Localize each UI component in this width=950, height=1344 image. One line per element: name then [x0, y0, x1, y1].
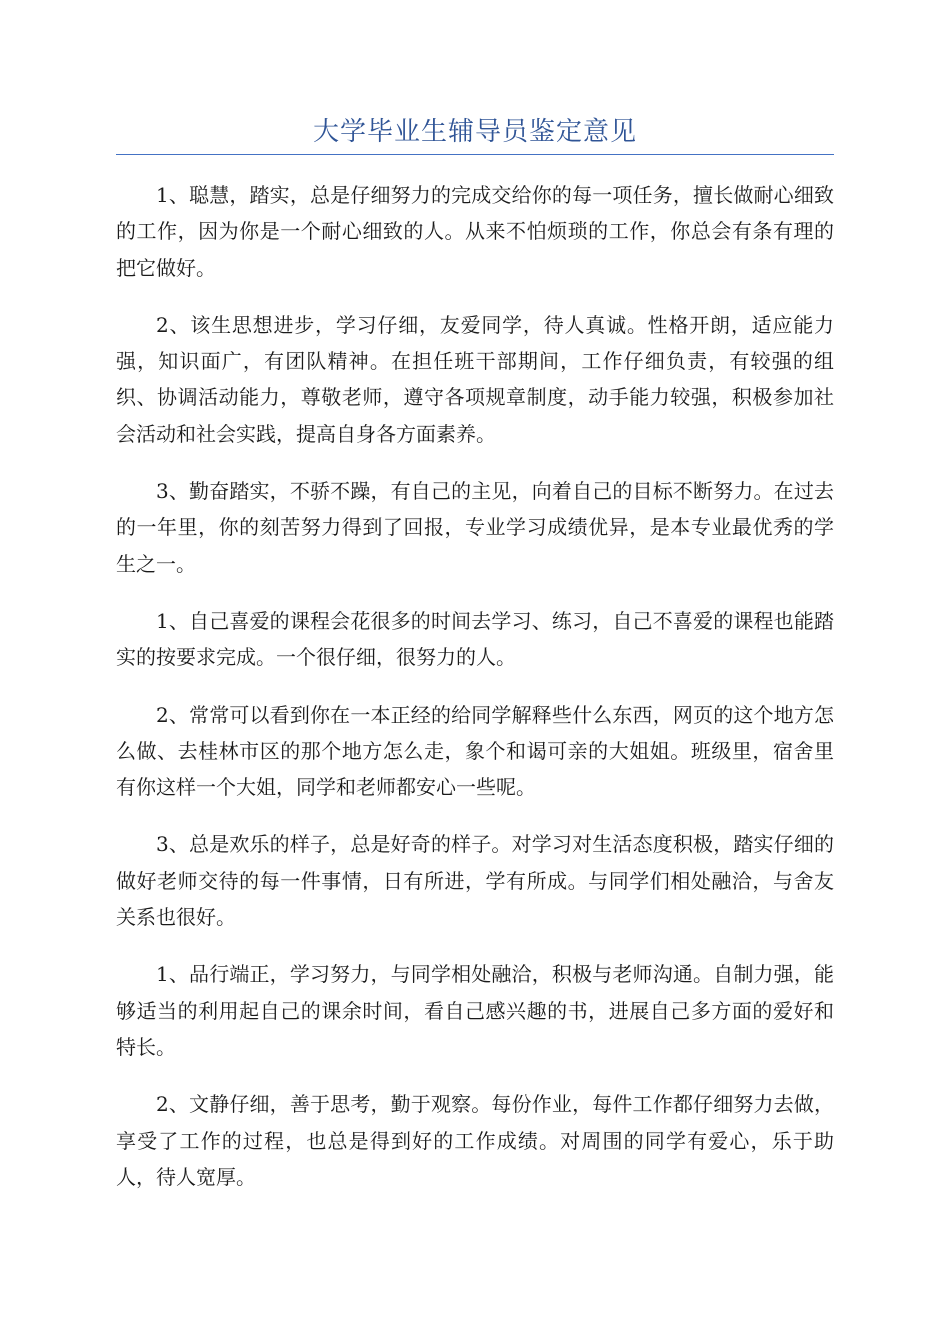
paragraph: 2、文静仔细，善于思考，勤于观察。每份作业，每件工作都仔细努力去做，享受了工作的过程，也总是得到好的工作成绩。对周围的同学有爱心，乐于助人，待人宽厚。: [116, 1092, 834, 1189]
title-underline: [116, 154, 834, 155]
paragraph: 2、该生思想进步，学习仔细，友爱同学，待人真诚。性格开朗，适应能力强，知识面广，有团队精神。在担任班干部期间，工作仔细负责，有较强的组织、协调活动能力，尊敬老师，遵守各项规章制度，动手能力较强，积极参加社会活动和社会实践，提高自身各方面素养。: [116, 312, 834, 446]
paragraph: 3、勤奋踏实，不骄不躁，有自己的主见，向着自己的目标不断努力。在过去的一年里，你的刻苦努力得到了回报，专业学习成绩优异，是本专业最优秀的学生之一。: [116, 479, 834, 576]
document-body: [116, 177, 834, 1216]
paragraph: 2、常常可以看到你在一本正经的给同学解释些什么东西，网页的这个地方怎么做、去桂林市区的那个地方怎么走，象个和谒可亲的大姐姐。班级里，宿舍里有你这样一个大姐，同学和老师都安心一些呢。: [116, 702, 834, 800]
page-title: 大学毕业生辅导员鉴定意见: [312, 117, 637, 147]
paragraph: 1、聪慧，踏实，总是仔细努力的完成交给你的每一项任务，擅长做耐心细致的工作，因为你是一个耐心细致的人。从来不怕烦琐的工作，你总会有条有理的把它做好。: [116, 183, 834, 280]
paragraph: 1、品行端正，学习努力，与同学相处融洽，积极与老师沟通。自制力强，能够适当的利用起自己的课余时间，看自己感兴趣的书，进展自己多方面的爱好和特长。: [116, 962, 834, 1059]
paragraph: 1、自己喜爱的课程会花很多的时间去学习、练习，自己不喜爱的课程也能踏实的按要求完成。一个很仔细，很努力的人。: [116, 608, 834, 670]
paragraph: 3、总是欢乐的样子，总是好奇的样子。对学习对生活态度积极，踏实仔细的做好老师交待的每一件事情，日有所进，学有所成。与同学们相处融洽，与舍友关系也很好。: [116, 832, 834, 930]
